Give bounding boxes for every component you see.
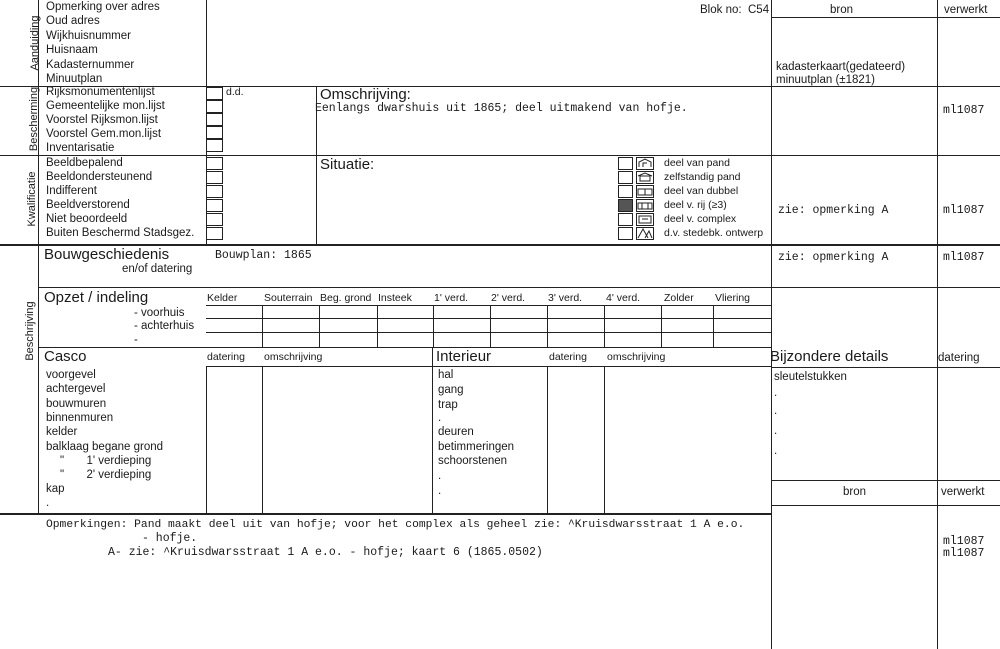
header-underline xyxy=(771,17,1000,18)
bron-entry: kadasterkaart(gedateerd) xyxy=(776,61,906,73)
casco-item: balklaag begane grond xyxy=(46,441,164,453)
bescherming-checkbox[interactable] xyxy=(206,113,223,126)
verwerkt-header: verwerkt xyxy=(941,486,985,498)
grid-line xyxy=(319,305,320,347)
casco-item: binnenmuren xyxy=(46,412,114,424)
grid-line xyxy=(490,305,491,347)
section-label-bescherming: Bescherming xyxy=(28,86,40,152)
blok-label: Blok no: xyxy=(700,4,742,16)
casco-datering-header: datering xyxy=(207,351,245,363)
floor-header: 1' verd. xyxy=(434,292,469,304)
field-label: Voorstel Gem.mon.lijst xyxy=(46,128,162,140)
floor-header: Souterrain xyxy=(264,292,313,304)
section-label-aanduiding: Aanduiding xyxy=(29,15,41,71)
col-divider xyxy=(432,347,433,513)
verwerkt-code: ml1087 xyxy=(943,204,985,217)
situatie-checkbox[interactable] xyxy=(618,157,633,170)
floor-header: Zolder xyxy=(664,292,694,304)
field-label: Opmerking over adres xyxy=(46,1,160,13)
bescherming-checkbox[interactable] xyxy=(206,139,223,152)
opzet-row: - voorhuis xyxy=(134,307,185,319)
casco-label: Casco xyxy=(44,348,87,365)
section-label-kwalificatie: Kwalificatie xyxy=(26,171,38,227)
bijzondere-label: Bijzondere details xyxy=(770,348,889,365)
grid-line xyxy=(433,305,434,347)
field-label: Inventarisatie xyxy=(46,142,115,154)
field-label: Oud adres xyxy=(46,15,100,27)
bron-header: bron xyxy=(843,486,867,498)
col-divider xyxy=(547,366,548,513)
bijzondere-item: . xyxy=(774,445,778,457)
double-house-icon xyxy=(636,185,654,198)
interieur-item: hal xyxy=(438,369,454,381)
interieur-item: betimmeringen xyxy=(438,441,515,453)
kwalificatie-checkbox[interactable] xyxy=(206,227,223,240)
row-divider xyxy=(771,367,1000,368)
bijzondere-item: . xyxy=(774,405,778,417)
field-label: Gemeentelijke mon.lijst xyxy=(46,100,165,112)
casco-item: kelder xyxy=(46,426,78,438)
verwerkt-code: ml1087 xyxy=(943,547,985,560)
floor-header: Vliering xyxy=(715,292,751,304)
verwerkt-header: verwerkt xyxy=(944,4,988,16)
interieur-item: trap xyxy=(438,399,458,411)
field-label: Niet beoordeeld xyxy=(46,213,128,225)
standalone-building-icon xyxy=(636,171,654,184)
situatie-option: zelfstandig pand xyxy=(664,171,741,183)
situatie-option: deel van dubbel xyxy=(664,185,739,197)
casco-item: bouwmuren xyxy=(46,398,107,410)
verwerkt-code: ml1087 xyxy=(943,251,985,264)
bron-header: bron xyxy=(830,4,854,16)
kwalificatie-checkbox[interactable] xyxy=(206,185,223,198)
row-divider xyxy=(0,155,1000,156)
bescherming-checkbox[interactable] xyxy=(206,126,223,139)
grid-line xyxy=(206,332,771,333)
blok-value: C54 xyxy=(748,4,770,16)
situatie-checkbox[interactable] xyxy=(618,171,633,184)
opmerkingen-line3: A- zie: ^Kruisdwarsstraat 1 A e.o. - hofje; kaart 6 (1865.0502) xyxy=(108,546,543,559)
complex-icon xyxy=(636,213,654,226)
field-label: Beeldverstorend xyxy=(46,199,130,211)
casco-item: voorgevel xyxy=(46,369,96,381)
floor-header: 4' verd. xyxy=(606,292,641,304)
bron-note: zie: opmerking A xyxy=(778,204,889,217)
omschrijving-label: Omschrijving: xyxy=(320,86,411,103)
opzet-label: Opzet / indeling xyxy=(44,289,149,306)
grid-line xyxy=(661,305,662,347)
col-divider xyxy=(771,0,772,649)
kwalificatie-checkbox[interactable] xyxy=(206,157,223,170)
situatie-checkbox[interactable] xyxy=(618,227,633,240)
bouwplan-text: Bouwplan: 1865 xyxy=(215,249,312,262)
kwalificatie-checkbox[interactable] xyxy=(206,199,223,212)
bijzondere-datering-header: datering xyxy=(938,352,980,364)
row-divider xyxy=(771,480,1000,481)
casco-item: " 1' verdieping xyxy=(60,455,152,467)
interieur-item: gang xyxy=(438,384,464,396)
casco-item: " 2' verdieping xyxy=(60,469,152,481)
opmerkingen-line1: Opmerkingen: Pand maakt deel uit van hofje; voor het complex als geheel zie: ^Kruisdwarsstraat 1 A e.o. xyxy=(46,519,745,531)
field-label: Wijkhuisnummer xyxy=(46,30,131,42)
situatie-option: deel v. rij (≥3) xyxy=(664,199,727,211)
row-divider xyxy=(206,366,771,367)
verwerkt-code: ml1087 xyxy=(943,535,985,548)
field-label: Buiten Beschermd Stadsgez. xyxy=(46,227,195,239)
interieur-item: . xyxy=(438,470,442,482)
interieur-item: schoorstenen xyxy=(438,455,508,467)
opmerkingen-line2: - hofje. xyxy=(142,532,198,545)
grid-line xyxy=(206,318,771,319)
grid-line xyxy=(604,305,605,347)
interieur-datering-header: datering xyxy=(549,351,587,363)
floor-header: Beg. grond xyxy=(320,292,372,304)
interieur-item: . xyxy=(438,485,442,497)
col-divider xyxy=(206,366,207,513)
field-label: Voorstel Rijksmon.lijst xyxy=(46,114,158,126)
col-divider xyxy=(262,366,263,513)
field-label: Beeldondersteunend xyxy=(46,171,153,183)
situatie-label: Situatie: xyxy=(320,156,375,173)
situatie-checkbox-checked[interactable] xyxy=(618,199,633,212)
row-divider xyxy=(38,347,771,348)
col-divider xyxy=(604,366,605,513)
dd-label: d.d. xyxy=(226,86,244,98)
casco-item: achtergevel xyxy=(46,383,106,395)
bouwgeschiedenis-sub: en/of datering xyxy=(122,263,193,275)
row-divider xyxy=(0,513,771,515)
floor-header: 3' verd. xyxy=(548,292,583,304)
interieur-omschrijving-header: omschrijving xyxy=(607,351,666,363)
floor-header: Kelder xyxy=(207,292,238,304)
field-label: Minuutplan xyxy=(46,73,103,85)
situatie-checkbox[interactable] xyxy=(618,185,633,198)
floor-header: Insteek xyxy=(378,292,412,304)
verwerkt-code: ml1087 xyxy=(943,104,985,117)
bijzondere-item: sleutelstukken xyxy=(774,371,847,383)
field-label: Kadasternummer xyxy=(46,59,135,71)
row-houses-icon xyxy=(636,199,654,212)
situatie-option: deel v. complex xyxy=(664,213,737,225)
kwalificatie-checkbox[interactable] xyxy=(206,171,223,184)
grid-line xyxy=(547,305,548,347)
row-divider xyxy=(38,287,1000,288)
grid-line xyxy=(377,305,378,347)
field-label: Indifferent xyxy=(46,185,97,197)
situatie-checkbox[interactable] xyxy=(618,213,633,226)
situatie-option: deel van pand xyxy=(664,157,730,169)
grid-line xyxy=(713,305,714,347)
kwalificatie-checkbox[interactable] xyxy=(206,213,223,226)
casco-item: . xyxy=(46,497,50,509)
bron-note: zie: opmerking A xyxy=(778,251,889,264)
bijzondere-item: . xyxy=(774,425,778,437)
col-divider xyxy=(937,0,938,649)
bron-entry: minuutplan (±1821) xyxy=(776,74,876,86)
grid-line xyxy=(206,305,771,306)
interieur-item: . xyxy=(438,412,442,424)
bescherming-checkbox[interactable] xyxy=(206,87,223,100)
bijzondere-item: . xyxy=(774,387,778,399)
interieur-label: Interieur xyxy=(436,348,492,365)
row-divider xyxy=(771,505,1000,506)
section-label-beschrijving: Beschrijving xyxy=(24,301,36,361)
casco-item: kap xyxy=(46,483,65,495)
bescherming-checkbox[interactable] xyxy=(206,100,223,113)
opzet-row: - xyxy=(134,334,138,346)
urban-plan-icon xyxy=(636,227,654,240)
bouwgeschiedenis-label: Bouwgeschiedenis xyxy=(44,246,170,263)
floor-header: 2' verd. xyxy=(491,292,526,304)
field-label: Huisnaam xyxy=(46,44,98,56)
field-label: Beeldbepalend xyxy=(46,157,123,169)
situatie-option: d.v. stedebk. ontwerp xyxy=(664,227,764,239)
interieur-item: deuren xyxy=(438,426,474,438)
omschrijving-text: Eenlangs dwarshuis uit 1865; deel uitmakend van hofje. xyxy=(315,102,688,115)
field-label: Rijksmonumentenlijst xyxy=(46,86,155,98)
building-part-icon xyxy=(636,157,654,170)
grid-line xyxy=(262,305,263,347)
opzet-row: - achterhuis xyxy=(134,320,195,332)
casco-omschrijving-header: omschrijving xyxy=(264,351,323,363)
